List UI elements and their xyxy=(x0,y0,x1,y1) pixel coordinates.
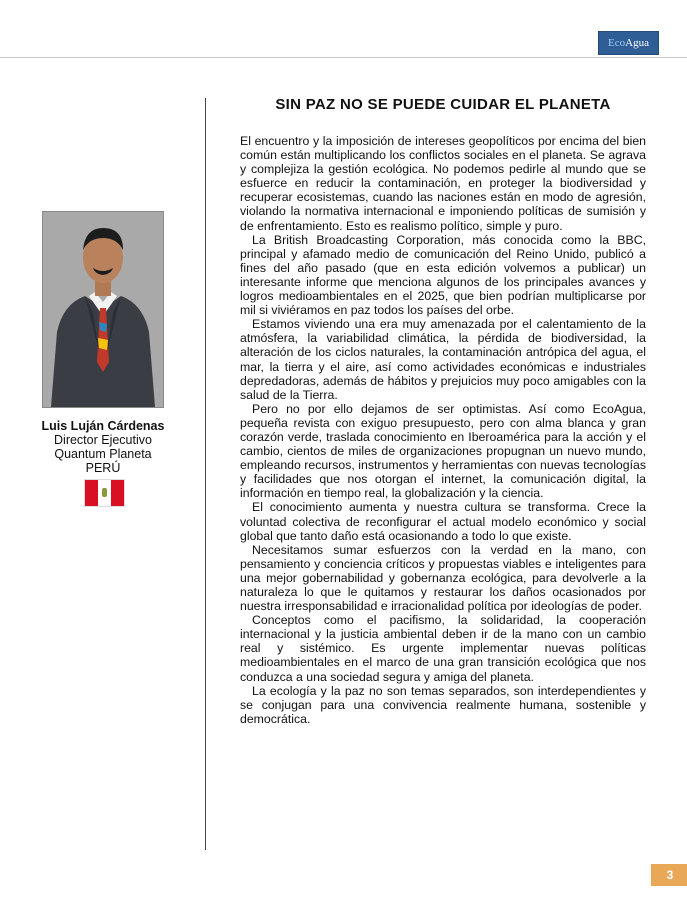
article-paragraph: El conocimiento aumenta y nuestra cultura se transforma. Crece la voluntad colectiva de reconfigurar el actual modelo económico y social global que tanto daño está ocasionando a todo lo que existe. xyxy=(240,500,646,543)
author-role: Director Ejecutivo xyxy=(54,433,152,447)
page-number-badge xyxy=(651,864,687,886)
article-paragraph: Pero no por ello dejamos de ser optimistas. Así como EcoAgua, pequeña revista con exiguo presupuesto, pero con alma blanca y gran corazón verde, traslada conocimiento en Iberoamérica para la acción y el cambio, cientos de miles de organizaciones propugnan un nuevo mundo, empleando recursos, instrumentos y herramientas con nuevas tecnologías y facilidades que nos otorgan el internet, la comunicación digital, la información en tiempo real, la globalización y la ciencia. xyxy=(240,401,647,501)
page-number: 3 xyxy=(666,868,674,882)
peru-flag-icon xyxy=(84,479,125,507)
ecoagua-logo: EcoAgua xyxy=(598,31,659,55)
article-paragraph: Necesitamos sumar esfuerzos con la verdad en la mano, con pensamiento y conciencia críticos y propuestas viables e inteligentes para una mejor gobernabilidad y gobernanza ecológica, para devolverle a la naturaleza lo que le quitamos y restaurar los daños ocasionados por nuestra irresponsabilidad e irracionalidad política por ideologías de poder. xyxy=(240,542,646,614)
author-organization: Quantum Planeta xyxy=(54,447,152,461)
article-body xyxy=(240,134,646,726)
article-paragraph: La ecología y la paz no son temas separados, son interdependientes y se conjugan para una convivencia realmente humana, sostenible y democrática. xyxy=(240,683,646,726)
article-paragraph: Estamos viviendo una era muy amenazada por el calentamiento de la atmósfera, la variabilidad climática, la pérdida de biodiversidad, la alteración de los ciclos naturales, la contaminación antrópica del agua, el mar, la tierra y el aire, así como actividades económicas e industriales depredadoras, además de hábitos y prejuicios muy poco amigables con la salud de la Tierra. xyxy=(240,317,646,402)
author-photo xyxy=(42,211,164,408)
article-paragraph: La British Broadcasting Corporation, más conocida como la BBC, principal y afamado medio de comunicación del Reino Unido, publicó a fines del año pasado (que en esta edición volvemos a publicar) un interesante informe que menciona algunos de los principales avances y logros medioambientales en el 2025, que bien podrían multiplicarse por mil si viviéramos en paz todos los países del orbe. xyxy=(240,232,646,318)
author-name: Luis Luján Cárdenas xyxy=(41,419,165,433)
column-divider xyxy=(205,98,206,850)
author-portrait-illustration xyxy=(43,212,163,407)
author-block xyxy=(20,419,186,475)
header-rule xyxy=(0,57,687,58)
article-paragraph: Conceptos como el pacifismo, la solidaridad, la cooperación internacional y la justicia ambiental deben ir de la mano con un cambio real y sistémico. Es urgente implementar nuevas políticas medioambientales en el marco de una gran transición ecológica que nos conduzca a una sociedad segura y amiga del planeta. xyxy=(240,613,646,684)
article-title: SIN PAZ NO SE PUEDE CUIDAR EL PLANETA xyxy=(275,96,611,113)
author-country: PERÚ xyxy=(85,461,121,475)
article-paragraph: El encuentro y la imposición de intereses geopolíticos por encima del bien común están multiplicando los conflictos sociales en el planeta. Se agrava y complejiza la gestión ecológica. No podemos pedirle al mundo que se esfuerce en reducir la contaminación, en proteger la biodiversidad y recuperar ecosistemas, cuando las naciones están en modo de agresión, violando la normativa internacional e imponiendo políticas de sumisión y de enfrentamiento. Esto es realismo político, simple y puro. xyxy=(240,134,646,233)
